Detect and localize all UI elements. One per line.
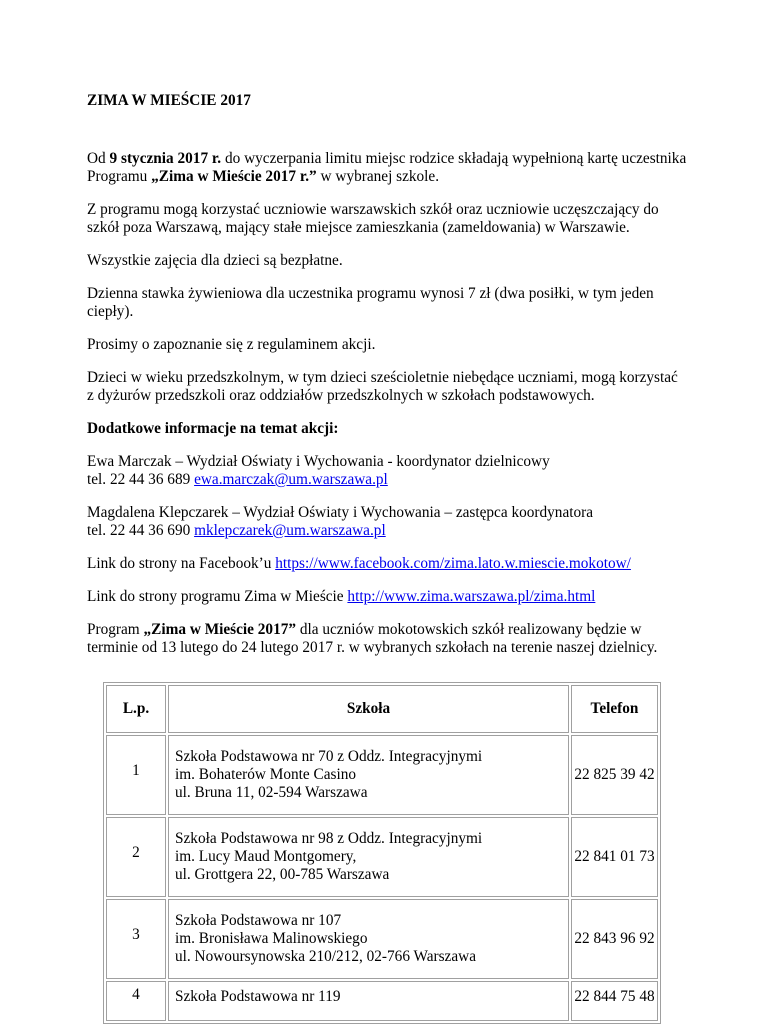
row-phone: 22 844 75 48	[571, 981, 658, 1021]
table-row	[106, 735, 658, 815]
facebook-link[interactable]: https://www.facebook.com/zima.lato.w.miescie.mokotow/	[275, 555, 631, 572]
schools-table	[103, 682, 661, 1024]
row-lp: 3	[106, 899, 166, 979]
school-name: Szkoła Podstawowa nr 107	[175, 912, 342, 929]
school-address: ul. Bruna 11, 02-594 Warszawa	[175, 784, 368, 801]
header-school: Szkoła	[168, 685, 569, 733]
deputy-email-link[interactable]: mklepczarek@um.warszawa.pl	[194, 522, 386, 539]
paragraph-program-dates	[87, 621, 687, 657]
contact-deputy	[87, 504, 687, 540]
school-name: Szkoła Podstawowa nr 70 z Oddz. Integracyjnymi	[175, 748, 483, 765]
row-school	[168, 735, 569, 815]
program-name-highlight: „Zima w Mieście 2017 r.”	[151, 168, 317, 185]
school-address: ul. Nowoursynowska 210/212, 02-766 Warszawa	[175, 948, 476, 965]
table-header-row	[106, 685, 658, 733]
school-name: Szkoła Podstawowa nr 119	[175, 988, 341, 1005]
row-school	[168, 981, 569, 1021]
table-row	[106, 981, 658, 1021]
program-link[interactable]: http://www.zima.warszawa.pl/zima.html	[347, 588, 596, 605]
table-row	[106, 817, 658, 897]
contact-name: Ewa Marczak – Wydział Oświaty i Wychowania - koordynator dzielnicowy	[87, 453, 550, 470]
table-row	[106, 899, 658, 979]
info-heading: Dodatkowe informacje na temat akcji:	[87, 420, 339, 437]
program-link-line	[87, 588, 687, 606]
school-name: Szkoła Podstawowa nr 98 z Oddz. Integracyjnymi	[175, 830, 483, 847]
contact-phone: tel. 22 44 36 689	[87, 471, 195, 488]
school-address: ul. Grottgera 22, 00-785 Warszawa	[175, 866, 390, 883]
paragraph-regulations: Prosimy o zapoznanie się z regulaminem akcji.	[87, 336, 376, 353]
row-lp: 1	[106, 735, 166, 815]
header-phone: Telefon	[571, 685, 658, 733]
facebook-line	[87, 555, 687, 573]
paragraph-registration	[87, 150, 687, 186]
row-phone: 22 825 39 42	[571, 735, 658, 815]
school-patron: im. Lucy Maud Montgomery,	[175, 848, 357, 865]
coordinator-email-link[interactable]: ewa.marczak@um.warszawa.pl	[194, 471, 388, 488]
contact-phone: tel. 22 44 36 690	[87, 522, 195, 539]
row-lp: 2	[106, 817, 166, 897]
program-link-label: Link do strony programu Zima w Mieście	[87, 588, 348, 605]
text-segment: dla uczniów mokotowskich szkół realizowany będzie w terminie od 13 lutego do 24 lutego 2017 r. w wybranych szkołach na terenie naszej dzielnicy.	[87, 621, 658, 656]
school-patron: im. Bronisława Malinowskiego	[175, 930, 368, 947]
header-lp: L.p.	[106, 685, 166, 733]
row-school	[168, 817, 569, 897]
contact-name: Magdalena Klepczarek – Wydział Oświaty i Wychowania – zastępca koordynatora	[87, 504, 594, 521]
program-name-highlight: „Zima w Mieście 2017”	[143, 621, 297, 638]
text-segment: do wyczerpania limitu miejsc rodzice składają wypełnioną kartę uczestnika Programu	[87, 150, 687, 185]
contact-coordinator	[87, 453, 687, 489]
text-segment: Od	[87, 150, 110, 167]
row-school	[168, 899, 569, 979]
paragraph-free-activities: Wszystkie zajęcia dla dzieci są bezpłatne.	[87, 252, 343, 269]
paragraph-preschool: Dzieci w wieku przedszkolnym, w tym dzieci sześcioletnie niebędące uczniami, mogą korzystać z dyżurów przedszkoli oraz oddziałów przedszkolnych w szkołach podstawowych.	[87, 369, 678, 404]
facebook-label: Link do strony na Facebook’u	[87, 555, 276, 572]
school-patron: im. Bohaterów Monte Casino	[175, 766, 356, 783]
paragraph-eligibility: Z programu mogą korzystać uczniowie warszawskich szkół oraz uczniowie uczęszczający do szkół poza Warszawą, mający stałe miejsce zamieszkania (zameldowania) w Warszawie.	[87, 201, 659, 236]
row-lp: 4	[106, 981, 166, 1021]
row-phone: 22 843 96 92	[571, 899, 658, 979]
paragraph-meal-rate: Dzienna stawka żywieniowa dla uczestnika programu wynosi 7 zł (dwa posiłki, w tym jeden ciepły).	[87, 285, 654, 320]
text-segment: w wybranej szkole.	[316, 168, 440, 185]
date-highlight: 9 stycznia 2017 r.	[109, 150, 222, 167]
page-title: ZIMA W MIEŚCIE 2017	[87, 92, 251, 109]
text-segment: Program	[87, 621, 144, 638]
row-phone: 22 841 01 73	[571, 817, 658, 897]
